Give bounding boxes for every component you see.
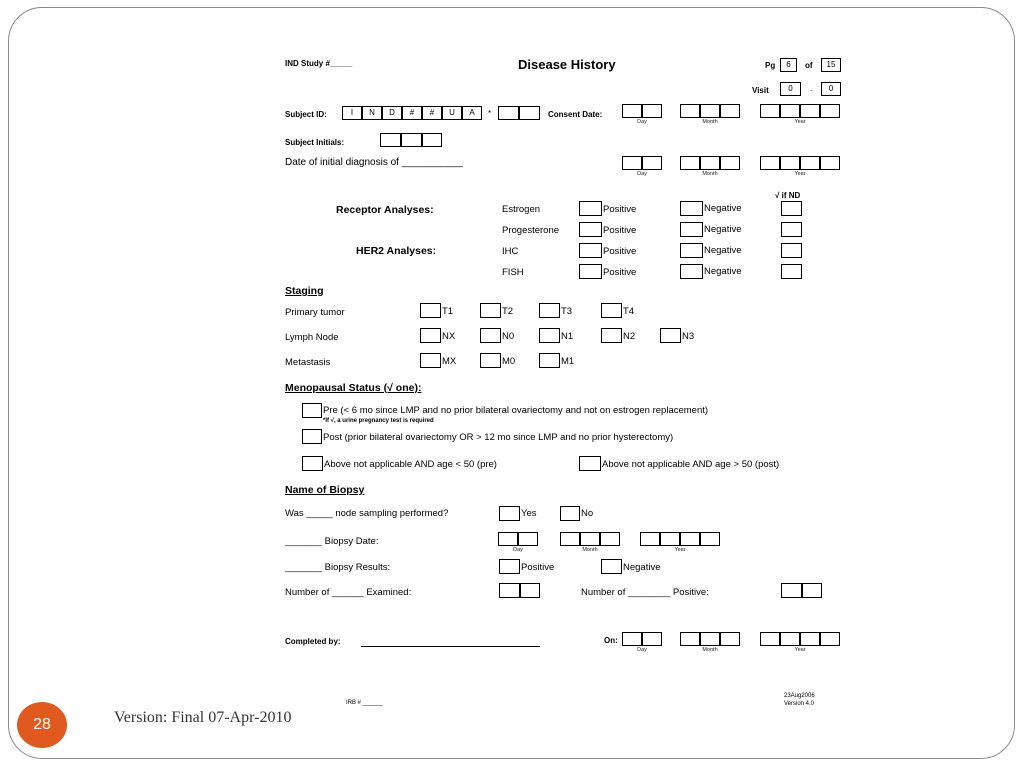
consent-year-cell[interactable] bbox=[760, 104, 780, 118]
meno-na-pre-label: Above not applicable AND age < 50 (pre) bbox=[324, 459, 497, 470]
node-sampling-no-checkbox[interactable] bbox=[560, 506, 580, 521]
staging-n3-checkbox[interactable] bbox=[660, 328, 681, 343]
staging-n1-label: N1 bbox=[561, 331, 574, 342]
receptor-analyses-label: Receptor Analyses: bbox=[336, 204, 434, 216]
diagnosis-day-cell[interactable] bbox=[642, 156, 662, 170]
biopsy-year-caption: Year bbox=[674, 547, 686, 553]
analysis-negative-checkbox[interactable] bbox=[680, 222, 703, 237]
analysis-name: Progesterone bbox=[502, 225, 560, 236]
staging-n0-label: N0 bbox=[502, 331, 515, 342]
completed-day-caption: Day bbox=[637, 647, 647, 653]
slide-version-footer: Version: Final 07-Apr-2010 bbox=[114, 709, 292, 726]
staging-t1-label: T1 bbox=[442, 306, 454, 317]
staging-n0-checkbox[interactable] bbox=[480, 328, 501, 343]
biopsy-positive-label: Positive bbox=[521, 562, 555, 573]
visit-label: Visit bbox=[752, 86, 769, 95]
form-title: Disease History bbox=[518, 57, 616, 72]
primary-tumor-label: Primary tumor bbox=[285, 307, 345, 318]
consent-day-cell[interactable] bbox=[642, 104, 662, 118]
lymph-node-label: Lymph Node bbox=[285, 332, 339, 343]
staging-t4-label: T4 bbox=[623, 306, 635, 317]
biopsy-day-caption: Day bbox=[513, 547, 523, 553]
analysis-negative-label: Negative bbox=[704, 224, 742, 235]
number-examined-cell[interactable] bbox=[499, 583, 520, 598]
staging-t3-label: T3 bbox=[561, 306, 573, 317]
slide-number-badge: 28 bbox=[17, 702, 67, 748]
biopsy-negative-checkbox[interactable] bbox=[601, 559, 622, 574]
diagnosis-month-cell[interactable] bbox=[700, 156, 720, 170]
diagnosis-year-cell[interactable] bbox=[800, 156, 820, 170]
meno-pre-checkbox[interactable] bbox=[302, 403, 322, 418]
analysis-negative-label: Negative bbox=[704, 266, 742, 277]
consent-year-cell[interactable] bbox=[820, 104, 840, 118]
diagnosis-month-cell[interactable] bbox=[680, 156, 700, 170]
page-of-label: of bbox=[805, 61, 813, 70]
staging-t2-checkbox[interactable] bbox=[480, 303, 501, 318]
subject-id-cell[interactable]: U bbox=[442, 106, 462, 120]
biopsy-header: Name of Biopsy bbox=[285, 484, 365, 496]
analysis-name: Estrogen bbox=[502, 204, 541, 215]
staging-header: Staging bbox=[285, 285, 324, 297]
completed-month-caption: Month bbox=[702, 647, 718, 653]
biopsy-month-cell[interactable] bbox=[560, 532, 580, 546]
analysis-negative-checkbox[interactable] bbox=[680, 201, 703, 216]
date-code: 23Aug2006 bbox=[784, 693, 815, 699]
staging-n3-label: N3 bbox=[682, 331, 695, 342]
diagnosis-day-cell[interactable] bbox=[622, 156, 642, 170]
diagnosis-year-cell[interactable] bbox=[760, 156, 780, 170]
consent-month-cell[interactable] bbox=[720, 104, 740, 118]
staging-t3-checkbox[interactable] bbox=[539, 303, 560, 318]
visit-field-a[interactable]: 0 bbox=[780, 82, 801, 96]
diagnosis-label: Date of initial diagnosis of ___________ bbox=[285, 157, 463, 168]
meno-na-post-checkbox[interactable] bbox=[579, 456, 601, 471]
biopsy-month-caption: Month bbox=[582, 547, 598, 553]
meno-post-checkbox[interactable] bbox=[302, 429, 322, 444]
completed-year-cell[interactable] bbox=[780, 632, 800, 646]
completed-by-signature-line[interactable] bbox=[361, 636, 540, 647]
initials-cell[interactable] bbox=[380, 133, 401, 147]
consent-month-cell[interactable] bbox=[680, 104, 700, 118]
metastasis-label: Metastasis bbox=[285, 357, 331, 368]
analysis-negative-checkbox[interactable] bbox=[680, 264, 703, 279]
initials-label: Subject Initials: bbox=[285, 138, 345, 147]
subject-id-cell[interactable]: I bbox=[342, 106, 362, 120]
menopausal-header: Menopausal Status (√ one): bbox=[285, 382, 422, 394]
meno-post-label: Post (prior bilateral ovariectomy OR > 12 mo since LMP and no prior hysterectomy) bbox=[323, 432, 674, 443]
completed-day-cell[interactable] bbox=[642, 632, 662, 646]
biopsy-day-cell[interactable] bbox=[498, 532, 518, 546]
subject-id-cell[interactable]: A bbox=[462, 106, 482, 120]
analysis-positive-checkbox[interactable] bbox=[579, 243, 602, 258]
page-current-field[interactable]: 6 bbox=[780, 58, 797, 72]
diagnosis-day-caption: Day bbox=[637, 171, 647, 177]
diagnosis-year-cell[interactable] bbox=[820, 156, 840, 170]
meno-pre-note: *If √, a urine pregnancy test is required bbox=[323, 418, 434, 424]
subject-id-cell[interactable]: D bbox=[382, 106, 402, 120]
consent-year-caption: Year bbox=[794, 119, 806, 125]
number-examined-cell[interactable] bbox=[520, 583, 540, 598]
number-examined-label: Number of ______ Examined: bbox=[285, 587, 412, 598]
number-positive-label: Number of ________ Positive: bbox=[581, 587, 709, 598]
diagnosis-year-cell[interactable] bbox=[780, 156, 800, 170]
completed-month-cell[interactable] bbox=[680, 632, 700, 646]
biopsy-year-cell[interactable] bbox=[700, 532, 720, 546]
staging-mx-label: MX bbox=[442, 356, 457, 367]
her2-analyses-label: HER2 Analyses: bbox=[356, 245, 437, 257]
biopsy-date-label: _______ Biopsy Date: bbox=[285, 536, 379, 547]
yes-label: Yes bbox=[521, 508, 537, 519]
number-positive-cell[interactable] bbox=[802, 583, 822, 598]
analysis-positive-checkbox[interactable] bbox=[579, 201, 602, 216]
analysis-not-done-checkbox[interactable] bbox=[781, 243, 802, 258]
meno-na-pre-checkbox[interactable] bbox=[302, 456, 323, 471]
analysis-negative-label: Negative bbox=[704, 203, 742, 214]
biopsy-month-cell[interactable] bbox=[580, 532, 600, 546]
number-positive-cell[interactable] bbox=[781, 583, 802, 598]
irb-label: IRB # ______ bbox=[346, 700, 383, 706]
node-sampling-yes-checkbox[interactable] bbox=[499, 506, 520, 521]
consent-day-caption: Day bbox=[637, 119, 647, 125]
biopsy-year-cell[interactable] bbox=[680, 532, 700, 546]
staging-n2-checkbox[interactable] bbox=[601, 328, 622, 343]
subject-id-cell[interactable]: # bbox=[422, 106, 442, 120]
analysis-positive-checkbox[interactable] bbox=[579, 222, 602, 237]
completed-month-cell[interactable] bbox=[720, 632, 740, 646]
biopsy-results-label: _______ Biopsy Results: bbox=[285, 562, 391, 573]
staging-m1-label: M1 bbox=[561, 356, 575, 367]
biopsy-negative-label: Negative bbox=[623, 562, 661, 573]
on-label: On: bbox=[604, 636, 618, 645]
diagnosis-month-caption: Month bbox=[702, 171, 718, 177]
analysis-not-done-checkbox[interactable] bbox=[781, 222, 802, 237]
staging-nx-checkbox[interactable] bbox=[420, 328, 441, 343]
staging-t4-checkbox[interactable] bbox=[601, 303, 622, 318]
biopsy-year-cell[interactable] bbox=[660, 532, 680, 546]
biopsy-positive-checkbox[interactable] bbox=[499, 559, 520, 574]
analysis-name: IHC bbox=[502, 246, 519, 257]
completed-month-cell[interactable] bbox=[700, 632, 720, 646]
analysis-not-done-checkbox[interactable] bbox=[781, 201, 802, 216]
diagnosis-month-cell[interactable] bbox=[720, 156, 740, 170]
analysis-not-done-checkbox[interactable] bbox=[781, 264, 802, 279]
page-label: Pg bbox=[765, 61, 776, 70]
staging-mx-checkbox[interactable] bbox=[420, 353, 441, 368]
staging-m1-checkbox[interactable] bbox=[539, 353, 560, 368]
staging-m0-checkbox[interactable] bbox=[480, 353, 501, 368]
staging-t2-label: T2 bbox=[502, 306, 514, 317]
analysis-positive-checkbox[interactable] bbox=[579, 264, 602, 279]
subject-id-label: Subject ID: bbox=[285, 110, 327, 119]
meno-na-post-label: Above not applicable AND age > 50 (post) bbox=[602, 459, 780, 470]
no-label: No bbox=[581, 508, 594, 519]
consent-day-cell[interactable] bbox=[622, 104, 642, 118]
completed-year-cell[interactable] bbox=[800, 632, 820, 646]
biopsy-day-cell[interactable] bbox=[518, 532, 538, 546]
staging-n2-label: N2 bbox=[623, 331, 636, 342]
consent-year-cell[interactable] bbox=[800, 104, 820, 118]
node-sampling-label: Was _____ node sampling performed? bbox=[285, 508, 449, 519]
completed-by-label: Completed by: bbox=[285, 637, 341, 646]
staging-m0-label: M0 bbox=[502, 356, 516, 367]
initials-cell[interactable] bbox=[401, 133, 422, 147]
biopsy-year-cell[interactable] bbox=[640, 532, 660, 546]
ind-study-label: IND Study #_____ bbox=[285, 59, 353, 68]
subject-id-cell[interactable]: # bbox=[402, 106, 422, 120]
subject-id-cell[interactable]: N bbox=[362, 106, 382, 120]
analysis-negative-checkbox[interactable] bbox=[680, 243, 703, 258]
visit-separator: . bbox=[810, 84, 813, 93]
consent-month-cell[interactable] bbox=[700, 104, 720, 118]
visit-field-b[interactable]: 0 bbox=[821, 82, 841, 96]
consent-date-label: Consent Date: bbox=[548, 110, 603, 119]
analysis-name: FISH bbox=[502, 267, 524, 278]
meno-pre-label: Pre (< 6 mo since LMP and no prior bilateral ovariectomy and not on estrogen replacement) bbox=[323, 405, 709, 416]
completed-day-cell[interactable] bbox=[622, 632, 642, 646]
completed-year-caption: Year bbox=[794, 647, 806, 653]
staging-n1-checkbox[interactable] bbox=[539, 328, 560, 343]
if-nd-label: √ if ND bbox=[775, 191, 801, 200]
subject-id-extra-cell[interactable] bbox=[498, 106, 519, 120]
subject-id-extra-cell[interactable] bbox=[519, 106, 540, 120]
analysis-positive-label: Positive bbox=[603, 267, 637, 278]
staging-t1-checkbox[interactable] bbox=[420, 303, 441, 318]
consent-month-caption: Month bbox=[702, 119, 718, 125]
completed-year-cell[interactable] bbox=[760, 632, 780, 646]
completed-year-cell[interactable] bbox=[820, 632, 840, 646]
page-total-field[interactable]: 15 bbox=[821, 58, 841, 72]
biopsy-month-cell[interactable] bbox=[600, 532, 620, 546]
consent-year-cell[interactable] bbox=[780, 104, 800, 118]
analysis-positive-label: Positive bbox=[603, 225, 637, 236]
asterisk-mark: * bbox=[488, 109, 492, 118]
diagnosis-year-caption: Year bbox=[794, 171, 806, 177]
analysis-positive-label: Positive bbox=[603, 204, 637, 215]
analysis-positive-label: Positive bbox=[603, 246, 637, 257]
version-code: Version 4.0 bbox=[784, 701, 815, 707]
initials-cell[interactable] bbox=[422, 133, 442, 147]
staging-nx-label: NX bbox=[442, 331, 456, 342]
analysis-negative-label: Negative bbox=[704, 245, 742, 256]
